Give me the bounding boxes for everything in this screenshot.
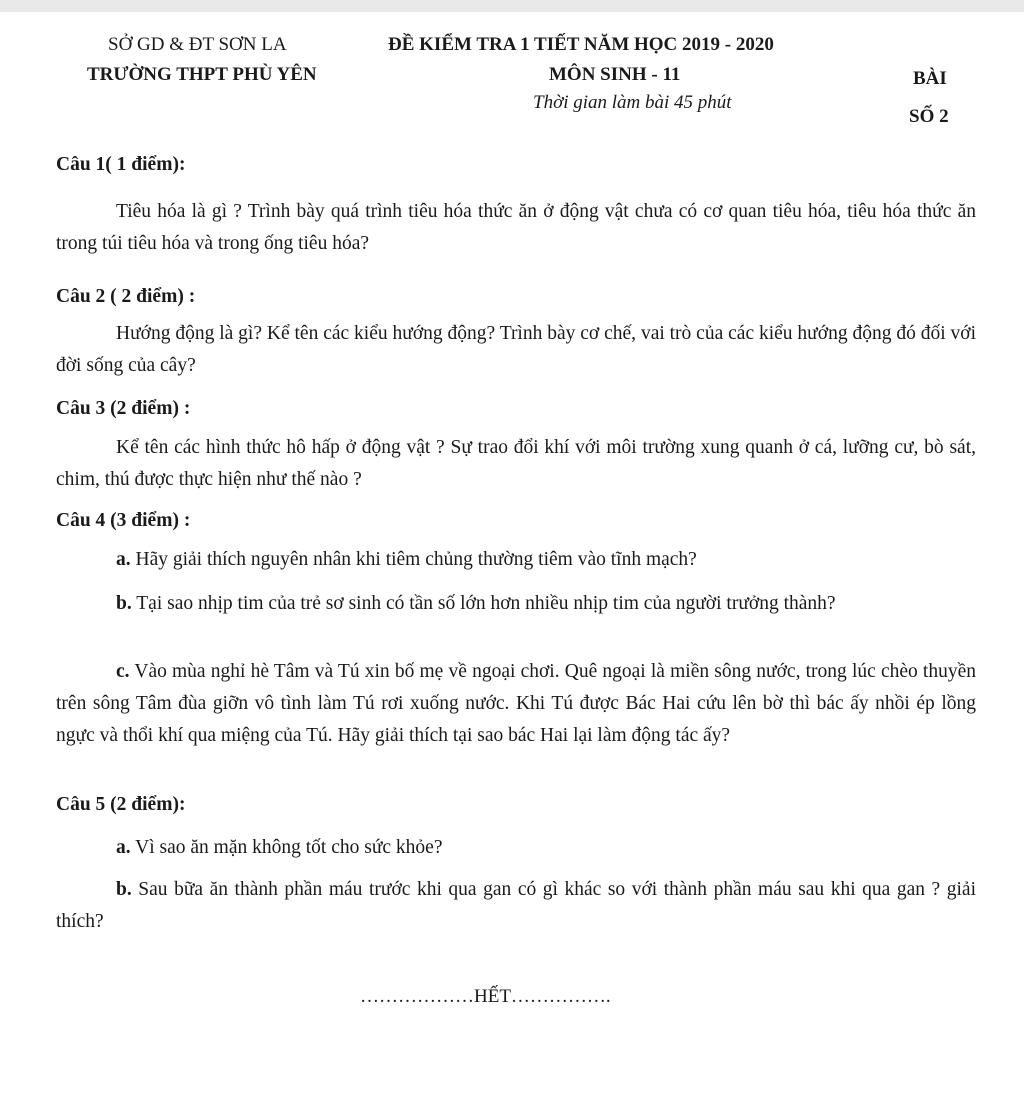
question-2-title: Câu 2 ( 2 điểm) :: [56, 286, 196, 307]
paper-label: BÀI: [913, 68, 947, 89]
question-4-title: Câu 4 (3 điểm) :: [56, 510, 191, 531]
end-marker: ………………HẾT…………….: [360, 986, 611, 1007]
item-text: Tại sao nhịp tim của trẻ sơ sinh có tần số lớn hơn nhiều nhịp tim của người trưởng thành?: [136, 593, 836, 614]
top-border: [0, 0, 1024, 12]
item-label: a.: [116, 837, 131, 858]
item-label: b.: [116, 593, 132, 614]
item-text: Vào mùa nghỉ hè Tâm và Tú xin bố mẹ về ngoại chơi. Quê ngoại là miền sông nước, trong lúc chèo thuyền trên sông Tâm đùa giỡn vô tình làm Tú rơi xuống nước. Khi Tú được Bác Hai cứu lên bờ thì bác ấy nhồi ép lồng ngực và thổi khí qua miệng của Tú. Hãy giải thích tại sao bác Hai lại làm động tác ấy?: [56, 661, 976, 746]
item-label: a.: [116, 549, 131, 570]
question-2-text: Hướng động là gì? Kể tên các kiểu hướng động? Trình bày cơ chế, vai trò của các kiểu hướng động đó đối với đời sống của cây?: [56, 323, 976, 376]
item-label: c.: [116, 661, 130, 682]
subject: MÔN SINH - 11: [549, 64, 681, 85]
question-4-item-c: [56, 656, 976, 752]
school-name: TRƯỜNG THPT PHÙ YÊN: [87, 64, 317, 85]
item-text: Vì sao ăn mặn không tốt cho sức khỏe?: [135, 837, 443, 858]
item-text: Hãy giải thích nguyên nhân khi tiêm chủng thường tiêm vào tĩnh mạch?: [135, 549, 697, 570]
question-5-item-a: [56, 832, 976, 864]
question-1-title: Câu 1( 1 điểm):: [56, 154, 186, 175]
question-4-item-b: [56, 588, 976, 620]
question-4-item-a: [56, 544, 976, 576]
time-limit: Thời gian làm bài 45 phút: [533, 92, 732, 113]
item-text: Sau bữa ăn thành phần máu trước khi qua gan có gì khác so với thành phần máu sau khi qua gan ? giải thích?: [56, 879, 976, 932]
question-3-title: Câu 3 (2 điểm) :: [56, 398, 191, 419]
question-3-text: Kể tên các hình thức hô hấp ở động vật ? Sự trao đổi khí với môi trường xung quanh ở cá, lưỡng cư, bò sát, chim, thú được thực hiện như thế nào ?: [56, 437, 976, 490]
department-name: SỞ GD & ĐT SƠN LA: [108, 34, 287, 55]
paper-number: SỐ 2: [909, 106, 949, 127]
question-5-item-b: [56, 874, 976, 938]
exam-title: ĐỀ KIỂM TRA 1 TIẾT NĂM HỌC 2019 - 2020: [388, 34, 774, 55]
question-1-text: Tiêu hóa là gì ? Trình bày quá trình tiêu hóa thức ăn ở động vật chưa có cơ quan tiêu hóa, tiêu hóa thức ăn trong túi tiêu hóa và trong ống tiêu hóa?: [56, 201, 976, 254]
question-5-title: Câu 5 (2 điểm):: [56, 794, 186, 815]
item-label: b.: [116, 879, 132, 900]
